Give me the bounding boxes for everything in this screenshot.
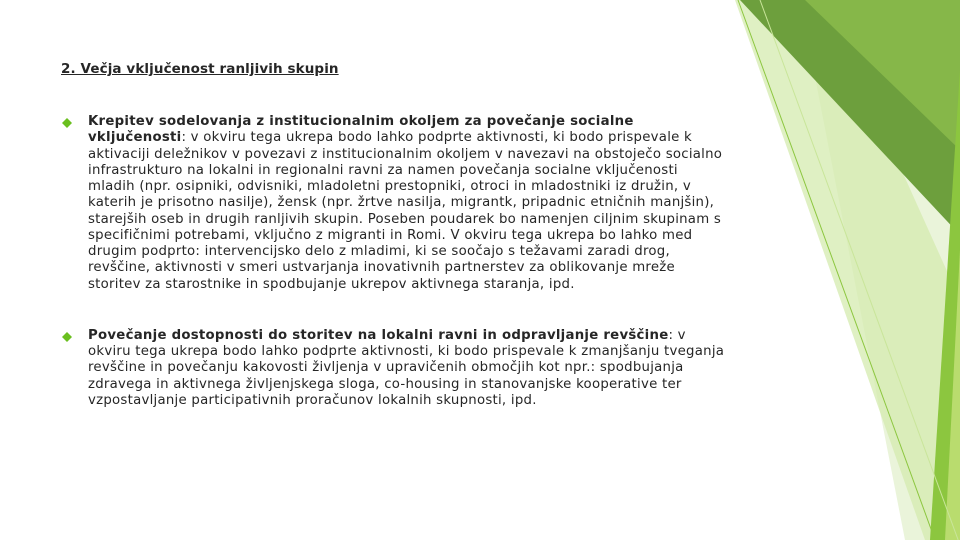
slide-heading: 2. Večja vključenost ranljivih skupin	[61, 61, 339, 77]
bullet-list	[61, 114, 726, 409]
bullet-lead: Krepitev sodelovanja z institucionalnim okoljem za povečanje socialne vključenosti	[88, 114, 634, 146]
diamond-bullet-icon	[62, 118, 72, 128]
bullet-lead: Povečanje dostopnosti do storitev na lokalni ravni in odpravljanje revščine	[88, 327, 669, 343]
bullet-body: : v okviru tega ukrepa bodo lahko podprte aktivnosti, ki bodo prispevale k aktivaciji deležnikov v povezavi z institucionalnim okoljem v navezavi na obstoječo socialno infrastrukturo na lokalni in regionalni ravni za namen povečanja socialne vključenosti mladih (npr. osipniki, odvisniki, mladoletni prestopniki, otroci in mladostniki iz družin, v katerih je prisotno nasilje), žensk (npr. žrtve nasilja, migrantk, pripadnic etničnih manjšin), starejših oseb in drugih ranljivih skupin. Poseben poudarek bo namenjen ciljnim skupinam s specifičnimi potrebami, vključno z migranti in Romi. V okviru tega ukrepa bo lahko med drugim podprto: intervencijsko delo z mladimi, ki se soočajo s težavami zaradi drog, revščine, aktivnosti v smeri ustvarjanja inovativnih partnerstev za oblikovanje mreže storitev za starostnike in spodbujanje ukrepov aktivnega staranja, ipd.	[88, 130, 723, 292]
diamond-bullet-icon	[62, 332, 72, 342]
bullet-body: : v okviru tega ukrepa bodo lahko podprte aktivnosti, ki bodo prispevale k zmanjšanju tveganja revščine in povečanju kakovosti življenja v upravičenih območjih kot npr.: spodbujanja zdravega in aktivnega življenjskega sloga, co-housing in stanovanjske kooperative ter vzpostavljanje participativnih proračunov lokalnih skupnosti, ipd.	[88, 327, 725, 408]
bullet-item	[61, 114, 726, 293]
bullet-item	[61, 328, 726, 409]
